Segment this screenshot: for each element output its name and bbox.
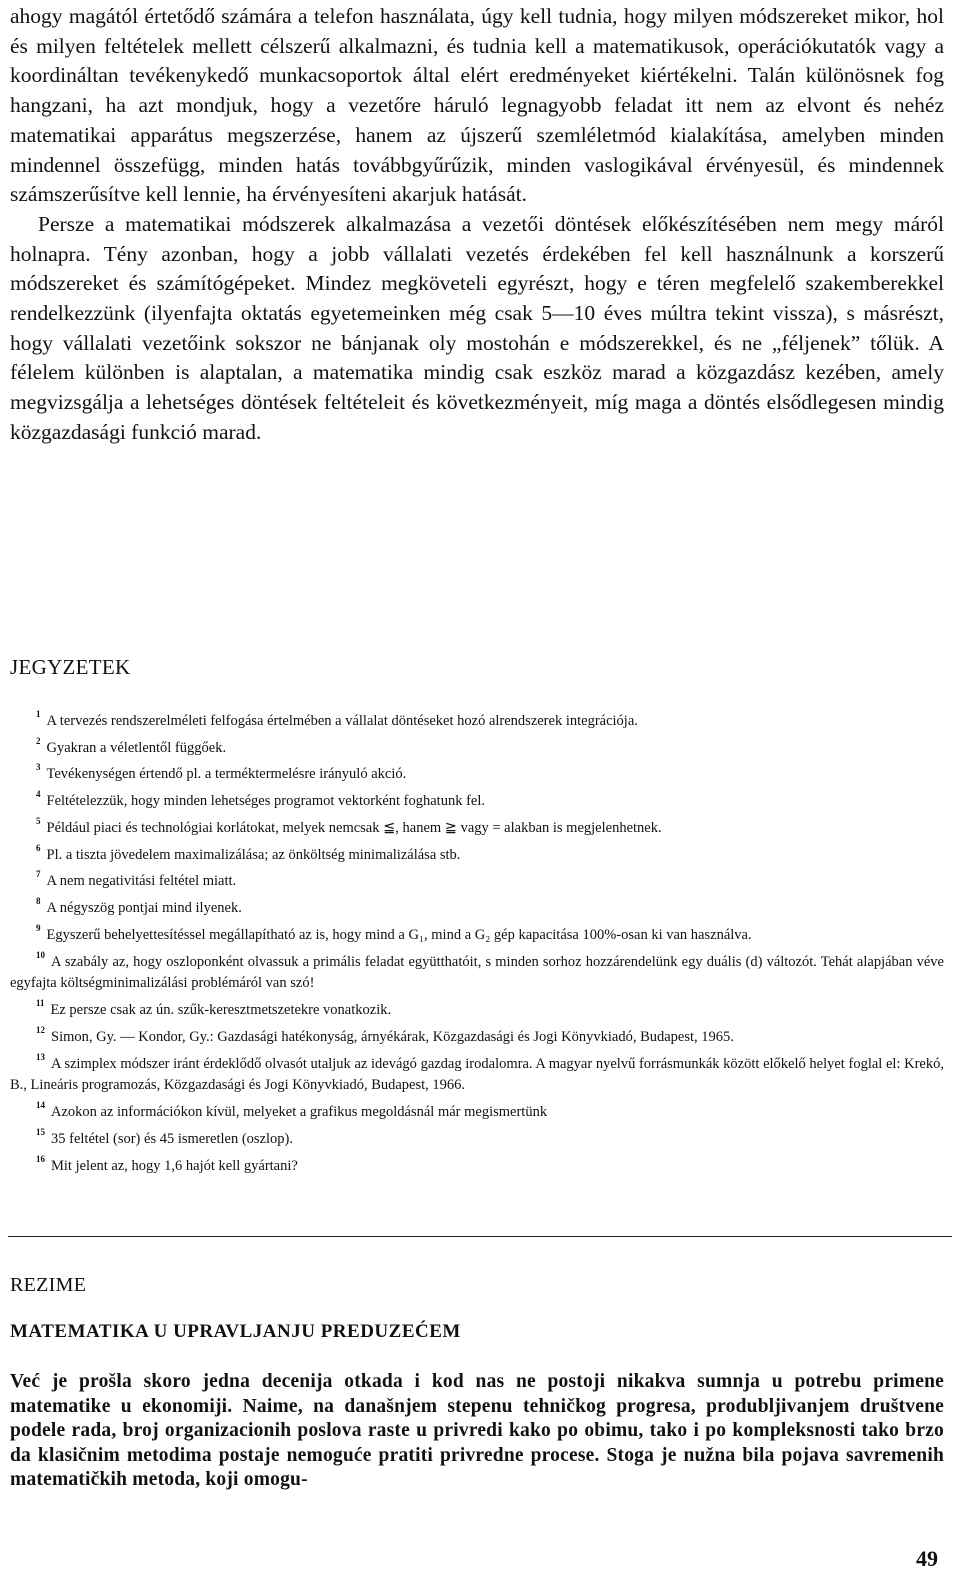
note-item xyxy=(10,1022,944,1049)
section-divider xyxy=(8,1236,952,1237)
main-text xyxy=(10,0,944,448)
note-text: A szabály az, hogy oszloponként olvassuk a primális feladat együtthatóit, s minden sorhoz hozzárendelünk egy duális (d) változót. Tehát alapjában véve egyfajta költségminimalizálási problémáról van szó! xyxy=(10,953,944,992)
note-item xyxy=(10,813,944,840)
notes-heading: JEGYZETEK xyxy=(10,655,131,679)
note-item xyxy=(10,893,944,920)
note-text: 35 feltétel (sor) és 45 ismeretlen (oszlop). xyxy=(51,1130,293,1147)
note-text: A tervezés rendszerelméleti felfogása értelmében a vállalat döntéseket hozó alrendszerek integrációja. xyxy=(46,712,638,729)
page-number: 49 xyxy=(916,1546,938,1571)
note-text: A nem negativitási feltétel miatt. xyxy=(46,873,237,890)
rezime-title: MATEMATIKA U UPRAVLJANJU PREDUZEĆEM xyxy=(10,1321,461,1342)
note-item xyxy=(10,759,944,786)
note-text: A négyszög pontjai mind ilyenek. xyxy=(46,899,242,916)
paragraph-2: Persze a matematikai módszerek alkalmazása a vezetői döntések előkészítésében nem megy máról holnapra. Tény azonban, hogy a jobb vállalati vezetés érdekében fel kell használnunk a korszerű módszereket és számítógépeket. Mindez megköveteli egyrészt, hogy e téren megfelelő szakemberekkel rendelkezzünk (ilyenfajta oktatás egyetemeinken még csak 5—10 éves múltra tekint vissza), s másrészt, hogy vállalati vezetőink sokszor ne bánjanak oly mostohán e módszerekkel, és ne „féljenek” tőlük. A félelem különben is alaptalan, a matematika mindig csak eszköz marad a közgazdász kezében, amely megvizsgálja a lehetséges döntések feltételeit és következményeit, míg maga a döntés elsődlegesen mindig közgazdasági funkció marad. xyxy=(10,211,944,444)
notes-list xyxy=(10,706,944,1178)
note-item xyxy=(10,947,944,996)
note-text: Mit jelent az, hogy 1,6 hajót kell gyártani? xyxy=(51,1157,298,1174)
note-number: 13 xyxy=(36,1051,45,1062)
note-number: 15 xyxy=(36,1127,45,1138)
note-number: 2 xyxy=(36,735,41,746)
note-text: Azokon az információkon kívül, melyeket a grafikus megoldásnál már megismertünk xyxy=(51,1104,548,1121)
note-number: 9 xyxy=(36,922,41,933)
note-text: Simon, Gy. — Kondor, Gy.: Gazdasági hatékonyság, árnyékárak, Közgazdasági és Jogi Könyvkiadó, Budapest, 1965. xyxy=(51,1028,734,1045)
note-number: 10 xyxy=(36,949,45,960)
note-text: A szimplex módszer iránt érdeklődő olvasót utaljuk az idevágó gazdag irodalomra. A magyar nyelvű forrásmunkák között előkelő helyet foglal el: Krekó, B., Lineáris programozás, Közgazdasági és Jogi Könyvkiadó, Budapest, 1966. xyxy=(10,1055,944,1094)
note-item xyxy=(10,786,944,813)
rezime-heading: REZIME xyxy=(10,1274,87,1296)
note-text: Feltételezzük, hogy minden lehetséges programot vektorként foghatunk fel. xyxy=(46,793,485,810)
note-text: Például piaci és technológiai korlátokat, melyek nemcsak ≦, hanem ≧ vagy = alakban is megjelenhetnek. xyxy=(46,819,662,836)
note-number: 4 xyxy=(36,789,41,800)
paragraph-1: ahogy magától értetődő számára a telefon használata, úgy kell tudnia, hogy milyen módszereket mikor, hol és milyen feltételek mellett célszerű alkalmazni, és tudnia kell a matematikusok, operációkutatók vagy a koordináltan tevékenykedő munkacsoportok által elért eredményeket kiértékelni. Talán különösnek fog hangzani, ha azt mondjuk, hogy a vezetőre háruló legnagyobb feladat itt nem az elvont és nehéz matematikai apparátus megszerzése, hanem az újszerű szemléletmód kialakítása, amelyben minden mindennel összefügg, minden hatás továbbgyűrűzik, minden vaslogikával érvényesül, és mindennek számszerűsítve kell lennie, ha érvényesíteni akarjuk hatását. xyxy=(10,4,944,207)
note-number: 14 xyxy=(36,1100,45,1111)
note-text: Gyakran a véletlentől függőek. xyxy=(46,739,227,756)
note-item xyxy=(10,995,944,1022)
note-number: 3 xyxy=(36,762,41,773)
note-number: 16 xyxy=(36,1153,45,1164)
note-text: Egyszerű behelyettesítéssel megállapítható az is, hogy mind a G₁, mind a G₂ gép kapacitása 100%-osan ki van használva. xyxy=(46,926,752,943)
note-item xyxy=(10,866,944,893)
note-item xyxy=(10,1049,944,1098)
note-text: Ez persze csak az ún. szűk-keresztmetszetekre vonatkozik. xyxy=(50,1002,392,1019)
note-item xyxy=(10,733,944,760)
note-text: Tevékenységen értendő pl. a terméktermelésre irányuló akció. xyxy=(46,766,407,783)
note-item xyxy=(10,920,944,947)
note-number: 11 xyxy=(36,998,45,1009)
note-item xyxy=(10,1151,944,1178)
note-item xyxy=(10,840,944,867)
rezime-text: Već je prošla skoro jedna decenija otkada i kod nas ne postoji nikakva sumnja u potrebu primene matematike u ekonomiji. Naime, na današnjem stepenu tehničkog progresa, produbljivanjem društvene podele rada, broj organizacionih poslova raste u privredi kako po obimu, tako i po kompleksnosti tako brzo da klasičnim metodima postaje nemoguće pratiti privredne procese. Stoga je nužna bila pojava savremenih matematičkih metoda, koji omogu- xyxy=(10,1371,944,1490)
note-number: 5 xyxy=(36,815,41,826)
note-item xyxy=(10,1097,944,1124)
note-number: 7 xyxy=(36,869,41,880)
note-text: Pl. a tiszta jövedelem maximalizálása; az önköltség minimalizálása stb. xyxy=(46,846,461,863)
note-item xyxy=(10,1124,944,1151)
note-number: 1 xyxy=(36,709,41,719)
page xyxy=(10,0,944,1174)
note-item xyxy=(10,706,944,733)
note-number: 12 xyxy=(36,1024,45,1035)
note-number: 8 xyxy=(36,896,41,907)
note-number: 6 xyxy=(36,842,41,853)
